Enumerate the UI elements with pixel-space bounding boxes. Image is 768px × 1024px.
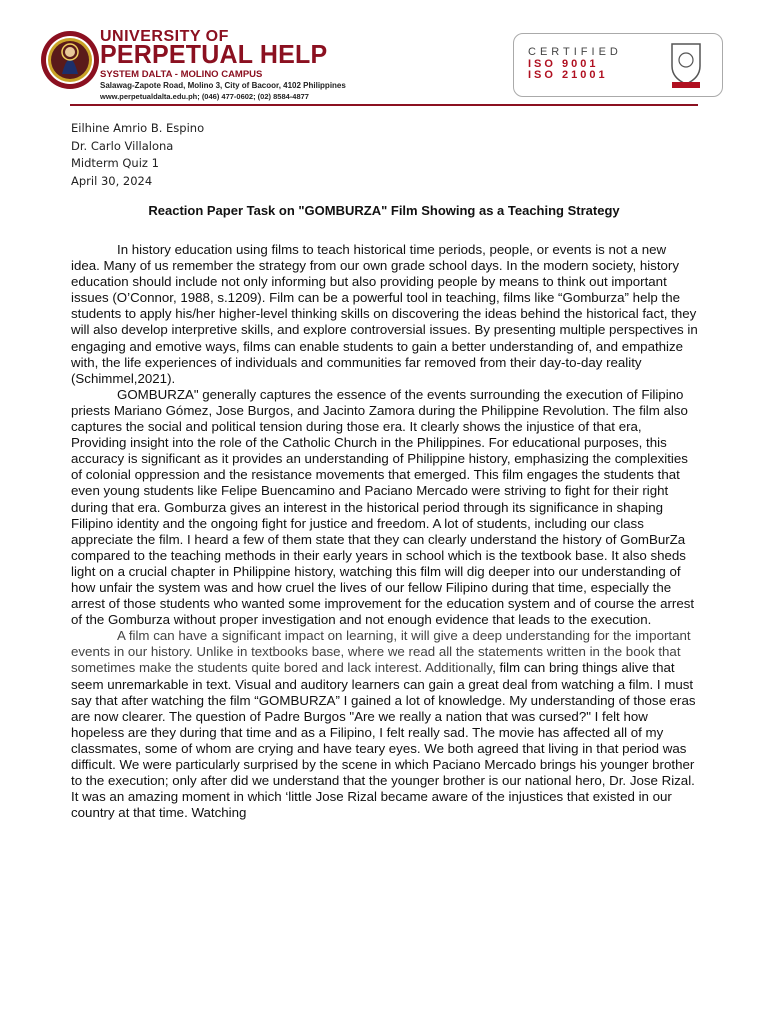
university-seal-icon	[40, 30, 100, 90]
iso-21001-label: ISO 21001	[528, 69, 608, 81]
certified-label: CERTIFIED	[528, 46, 622, 58]
iso-9001-label: ISO 9001	[528, 58, 599, 70]
paragraph-3-grey-text: A film can have a significant impact on learning, it will give a deep understanding for the important events in our history. Unlike in textbooks base, where we read all the statements written in the book that sometimes make the students quite bored and lack interest. Additionally	[71, 628, 691, 676]
university-name-line1: UNIVERSITY OF	[100, 28, 229, 45]
bureau-veritas-logo-icon	[666, 42, 706, 90]
paragraph-3-text: , film can bring things alive that seem unremarkable in text. Visual and auditory learners can gain a great deal from watching a film. I must say that after watching the film “GOMBURZA” I gained a lot of knowledge. My understanding of those eras are now clearer. The question of Padre Burgos "Are we really a nation that was cursed?" I felt how hopeless are they during that time and as a Filipino, I felt really sad. The movie has affected all of my classmates, some of whom are crying and have teary eyes. We both agreed that living in that period was difficult. We were particularly surprised by the scene in which Paciano Mercado brings his younger brother to the execution; only after did we understand that the younger brother is our national hero, Dr. Jose Rizal. It was an amazing moment in which ‘little Jose Rizal became aware of the injustices that existed in our country at that time. Watching	[71, 660, 696, 821]
paper-body	[71, 242, 698, 821]
paper-title: Reaction Paper Task on "GOMBURZA" Film Showing as a Teaching Strategy	[148, 203, 620, 218]
paper-date: April 30, 2024	[71, 173, 153, 188]
letterhead	[0, 0, 768, 110]
certification-box	[513, 33, 723, 97]
student-name: Eilhine Amrio B. Espino	[71, 121, 205, 135]
university-address: Salawag-Zapote Road, Molino 3, City of Bacoor, 4102 Philippines	[100, 81, 346, 90]
teacher-name: Dr. Carlo Villalona	[71, 138, 174, 153]
paragraph-1: In history education using films to teach historical time periods, people, or events is not a new idea. Many of us remember the strategy from our own grade school days. In the modern society, history education should include not only informing but also providing people by means to think out important issues (O’Connor, 1988, s.1209). Film can be a powerful tool in teaching, films like “Gomburza” help the students to apply his/her higher-level thinking skills on discovering the ideas behind the historical fact, they will also develop interpretive skills, and explore controversial issues. By presenting multiple perspectives in engaging and emotive ways, films can enable students to gain a better understanding of, and empathize with, the life experiences of individuals and communities far removed from their day-to-day reality (Schimmel,2021).	[71, 242, 698, 386]
paragraph-3	[71, 628, 698, 821]
university-name-line2: PERPETUAL HELP	[100, 40, 328, 70]
header-divider	[70, 104, 698, 106]
campus-name: SYSTEM DALTA - MOLINO CAMPUS	[100, 69, 263, 80]
paper-meta	[71, 120, 204, 190]
university-contact: www.perpetualdalta.edu.ph; (046) 477-0602; (02) 8584-4877	[100, 92, 309, 101]
paragraph-2: GOMBURZA" generally captures the essence of the events surrounding the execution of Filipino priests Mariano Gómez, Jose Burgos, and Jacinto Zamora during the Philippine Revolution. The film also captures the social and political tension during those era. It clearly shows the injustice of that era, Providing insight into the role of the Catholic Church in the Philippines. For educational purposes, this accuracy is significant as it provides an understanding of Philippine history, emphasizing the complexities of colonial oppression and the resistance movements that emerged. This film engages the students that even young students like Felipe Buencamino and Paciano Mercado were striving to fight for their right during that era. Gomburza gives an interest in the historical period through its significance in shaping Filipino identity and the ongoing fight for justice and freedom. A lot of students, including our class appreciate the film. I heard a few of them state that they can clearly understand the history of GomBurZa compared to the teaching methods in their early years in school which is the textbook base. It also sheds light on a crucial chapter in Philippine history, watching this film will dig deeper into our understanding of how unfair the system was and how cruel the lives of our fellow Filipino during that time, especially the arrest of those students who wanted some improvement for the education system and of course the arrest of the Gomburza without proper investigation and not enough evidence that leads to the execution.	[71, 386, 695, 628]
assessment-name: Midterm Quiz 1	[71, 156, 159, 170]
